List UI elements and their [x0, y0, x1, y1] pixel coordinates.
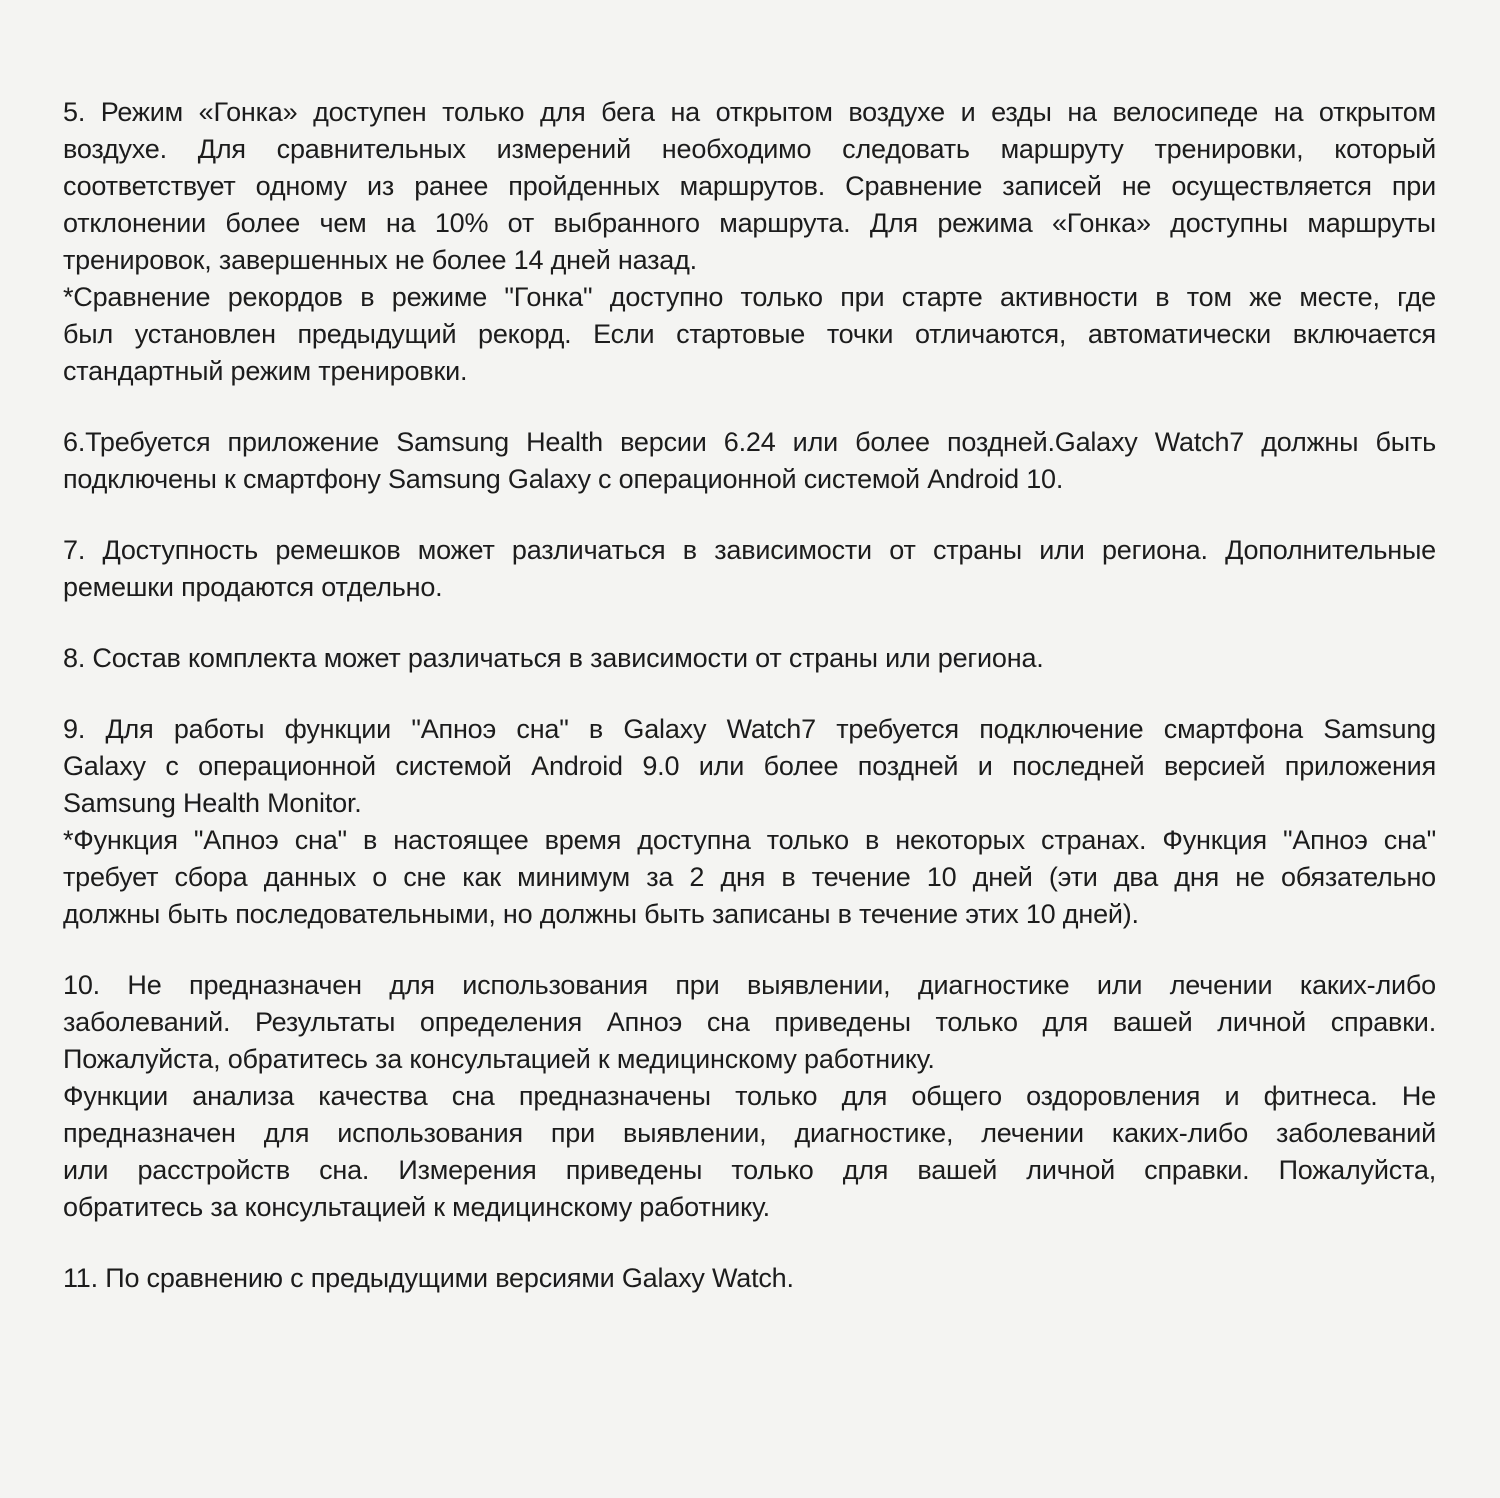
text-line: воздухе. Для сравнительных измерений необходимо следовать маршруту тренировки, который: [63, 134, 1436, 164]
footnote-9: [63, 711, 1436, 933]
text-line: 5. Режим «Гонка» доступен только для бега на открытом воздухе и езды на велосипеде на открытом: [63, 97, 1436, 127]
text-line: отклонении более чем на 10% от выбранного маршрута. Для режима «Гонка» доступны маршруты: [63, 208, 1436, 238]
footnote-8: [63, 640, 1436, 677]
text-line: или расстройств сна. Измерения приведены только для вашей личной справки. Пожалуйста,: [63, 1155, 1436, 1185]
text-line: 6.Требуется приложение Samsung Health версии 6.24 или более поздней.Galaxy Watch7 должны быть: [63, 427, 1436, 457]
text-line: заболеваний. Результаты определения Апноэ сна приведены только для вашей личной справки.: [63, 1007, 1436, 1037]
text-line: *Сравнение рекордов в режиме "Гонка" доступно только при старте активности в том же месте, где: [63, 282, 1436, 312]
text-line: должны быть последовательными, но должны быть записаны в течение этих 10 дней).: [63, 899, 1139, 929]
footnote-10: [63, 967, 1436, 1226]
footnote-5: [63, 94, 1436, 390]
text-line: стандартный режим тренировки.: [63, 356, 468, 386]
text-line: предназначен для использования при выявлении, диагностике, лечении каких-либо заболеваний: [63, 1118, 1436, 1148]
text-line: 8. Состав комплекта может различаться в зависимости от страны или региона.: [63, 643, 1044, 673]
text-line: требует сбора данных о сне как минимум за 2 дня в течение 10 дней (эти два дня не обязательно: [63, 862, 1436, 892]
text-line: соответствует одному из ранее пройденных маршрутов. Сравнение записей не осуществляется при: [63, 171, 1436, 201]
text-line: 10. Не предназначен для использования при выявлении, диагностике или лечении каких-либо: [63, 970, 1436, 1000]
text-line: Galaxy с операционной системой Android 9.0 или более поздней и последней версией приложения: [63, 751, 1436, 781]
footnote-6: [63, 424, 1436, 498]
text-line: 11. По сравнению с предыдущими версиями Galaxy Watch.: [63, 1263, 794, 1293]
text-line: обратитесь за консультацией к медицинскому работнику.: [63, 1192, 770, 1222]
text-line: Пожалуйста, обратитесь за консультацией к медицинскому работнику.: [63, 1044, 935, 1074]
text-line: ремешки продаются отдельно.: [63, 572, 443, 602]
footnote-11: [63, 1260, 1436, 1297]
text-line: 7. Доступность ремешков может различаться в зависимости от страны или региона. Дополнительные: [63, 535, 1436, 565]
text-line: Функции анализа качества сна предназначены только для общего оздоровления и фитнеса. Не: [63, 1081, 1436, 1111]
text-line: *Функция "Апноэ сна" в настоящее время доступна только в некоторых странах. Функция "Апноэ сна": [63, 825, 1436, 855]
footnotes-list: [63, 94, 1436, 1297]
text-line: 9. Для работы функции "Апноэ сна" в Galaxy Watch7 требуется подключение смартфона Samsung: [63, 714, 1436, 744]
footnote-7: [63, 532, 1436, 606]
text-line: подключены к смартфону Samsung Galaxy с операционной системой Android 10.: [63, 464, 1064, 494]
text-line: тренировок, завершенных не более 14 дней назад.: [63, 245, 697, 275]
text-line: был установлен предыдущий рекорд. Если стартовые точки отличаются, автоматически включается: [63, 319, 1436, 349]
text-line: Samsung Health Monitor.: [63, 788, 362, 818]
